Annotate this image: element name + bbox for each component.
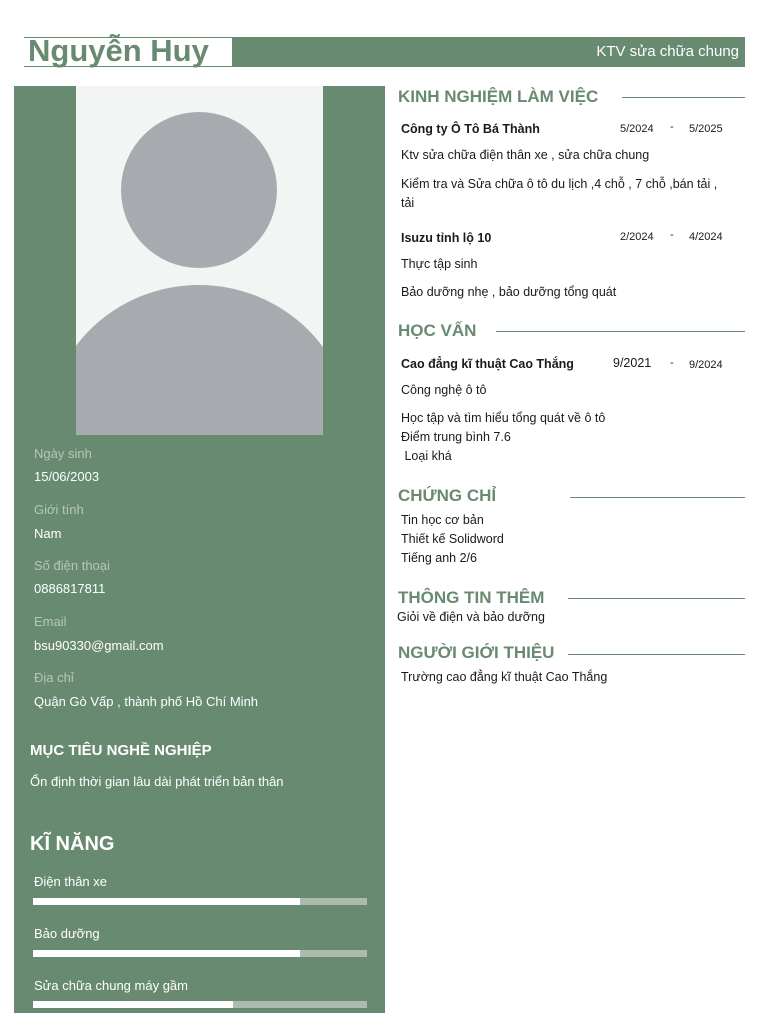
gender-value: Nam bbox=[34, 526, 62, 541]
skill-name: Bảo dưỡng bbox=[34, 926, 100, 941]
experience-title: KINH NGHIỆM LÀM VIỆC bbox=[398, 87, 599, 106]
address-label: Địa chỉ bbox=[34, 670, 74, 685]
date-dash: - bbox=[670, 121, 674, 133]
certificate-item: Tin học cơ bản bbox=[401, 513, 484, 527]
person-placeholder-icon bbox=[76, 86, 323, 435]
skill-bar-fill bbox=[33, 1001, 233, 1008]
skills-title: KĨ NĂNG bbox=[30, 833, 115, 855]
section-divider bbox=[568, 654, 745, 655]
education-detail: Học tập và tìm hiểu tổng quát về ô tô bbox=[401, 411, 606, 425]
additional-text: Giỏi về điện và bảo dưỡng bbox=[397, 610, 545, 624]
date-end: 4/2024 bbox=[689, 231, 723, 243]
email-value: bsu90330@gmail.com bbox=[34, 638, 164, 653]
date-end: 9/2024 bbox=[689, 359, 723, 371]
dob-label: Ngày sinh bbox=[34, 446, 92, 461]
skill-bar-fill bbox=[33, 950, 300, 957]
date-start: 2/2024 bbox=[620, 231, 654, 243]
phone-value: 0886817811 bbox=[34, 581, 106, 596]
job-title: KTV sửa chữa chung bbox=[596, 43, 739, 60]
date-end: 5/2025 bbox=[689, 123, 723, 135]
job-role: Ktv sửa chữa điện thân xe , sửa chữa chung bbox=[401, 148, 650, 162]
certificate-item: Tiếng anh 2/6 bbox=[401, 551, 477, 565]
email-label: Email bbox=[34, 614, 67, 629]
address-value: Quận Gò Vấp , thành phố Hồ Chí Minh bbox=[34, 694, 259, 709]
date-dash: - bbox=[670, 357, 674, 369]
major: Công nghệ ô tô bbox=[401, 383, 487, 397]
objective-title: MỤC TIÊU NGHỀ NGHIỆP bbox=[30, 742, 212, 759]
school-name: Cao đẳng kĩ thuật Cao Thắng bbox=[401, 357, 574, 371]
date-start: 5/2024 bbox=[620, 123, 654, 135]
job-role: Thực tập sinh bbox=[401, 257, 478, 271]
date-start: 9/2021 bbox=[613, 356, 652, 370]
section-divider bbox=[568, 598, 745, 599]
avatar bbox=[76, 86, 323, 435]
job-description: Bảo dưỡng nhẹ , bảo dưỡng tổng quát bbox=[401, 285, 617, 299]
candidate-name: Nguyễn Huy bbox=[28, 33, 209, 68]
job-description: Kiểm tra và Sửa chữa ô tô du lịch ,4 chỗ , 7 chỗ ,bán tải , bbox=[401, 177, 718, 191]
skill-name: Điện thân xe bbox=[34, 874, 107, 889]
phone-label: Số điện thoại bbox=[34, 558, 110, 573]
skill-name: Sửa chữa chung máy gầm bbox=[34, 978, 188, 993]
education-title: HỌC VẤN bbox=[398, 321, 477, 340]
education-grade: Loại khá bbox=[401, 449, 452, 463]
skill-bar bbox=[33, 1001, 367, 1008]
certificates-title: CHỨNG CHỈ bbox=[398, 486, 497, 505]
company-name: Công ty Ô Tô Bá Thành bbox=[401, 122, 540, 136]
section-divider bbox=[570, 497, 745, 498]
section-divider bbox=[622, 97, 745, 98]
section-divider bbox=[496, 331, 745, 332]
company-name: Isuzu tỉnh lộ 10 bbox=[401, 231, 492, 245]
job-description: tải bbox=[401, 196, 415, 210]
skill-bar bbox=[33, 950, 367, 957]
additional-title: THÔNG TIN THÊM bbox=[398, 588, 545, 607]
references-title: NGƯỜI GIỚI THIỆU bbox=[398, 643, 555, 662]
gender-label: Giới tính bbox=[34, 502, 84, 517]
skill-bar bbox=[33, 898, 367, 905]
skill-bar-fill bbox=[33, 898, 300, 905]
references-text: Trường cao đẳng kĩ thuật Cao Thắng bbox=[401, 670, 608, 684]
dob-value: 15/06/2003 bbox=[34, 469, 100, 484]
education-gpa: Điểm trung bình 7.6 bbox=[401, 430, 511, 444]
certificate-item: Thiết kế Solidword bbox=[401, 532, 504, 546]
objective-text: Ổn định thời gian lâu dài phát triển bản thân bbox=[30, 774, 284, 789]
date-dash: - bbox=[670, 229, 674, 241]
